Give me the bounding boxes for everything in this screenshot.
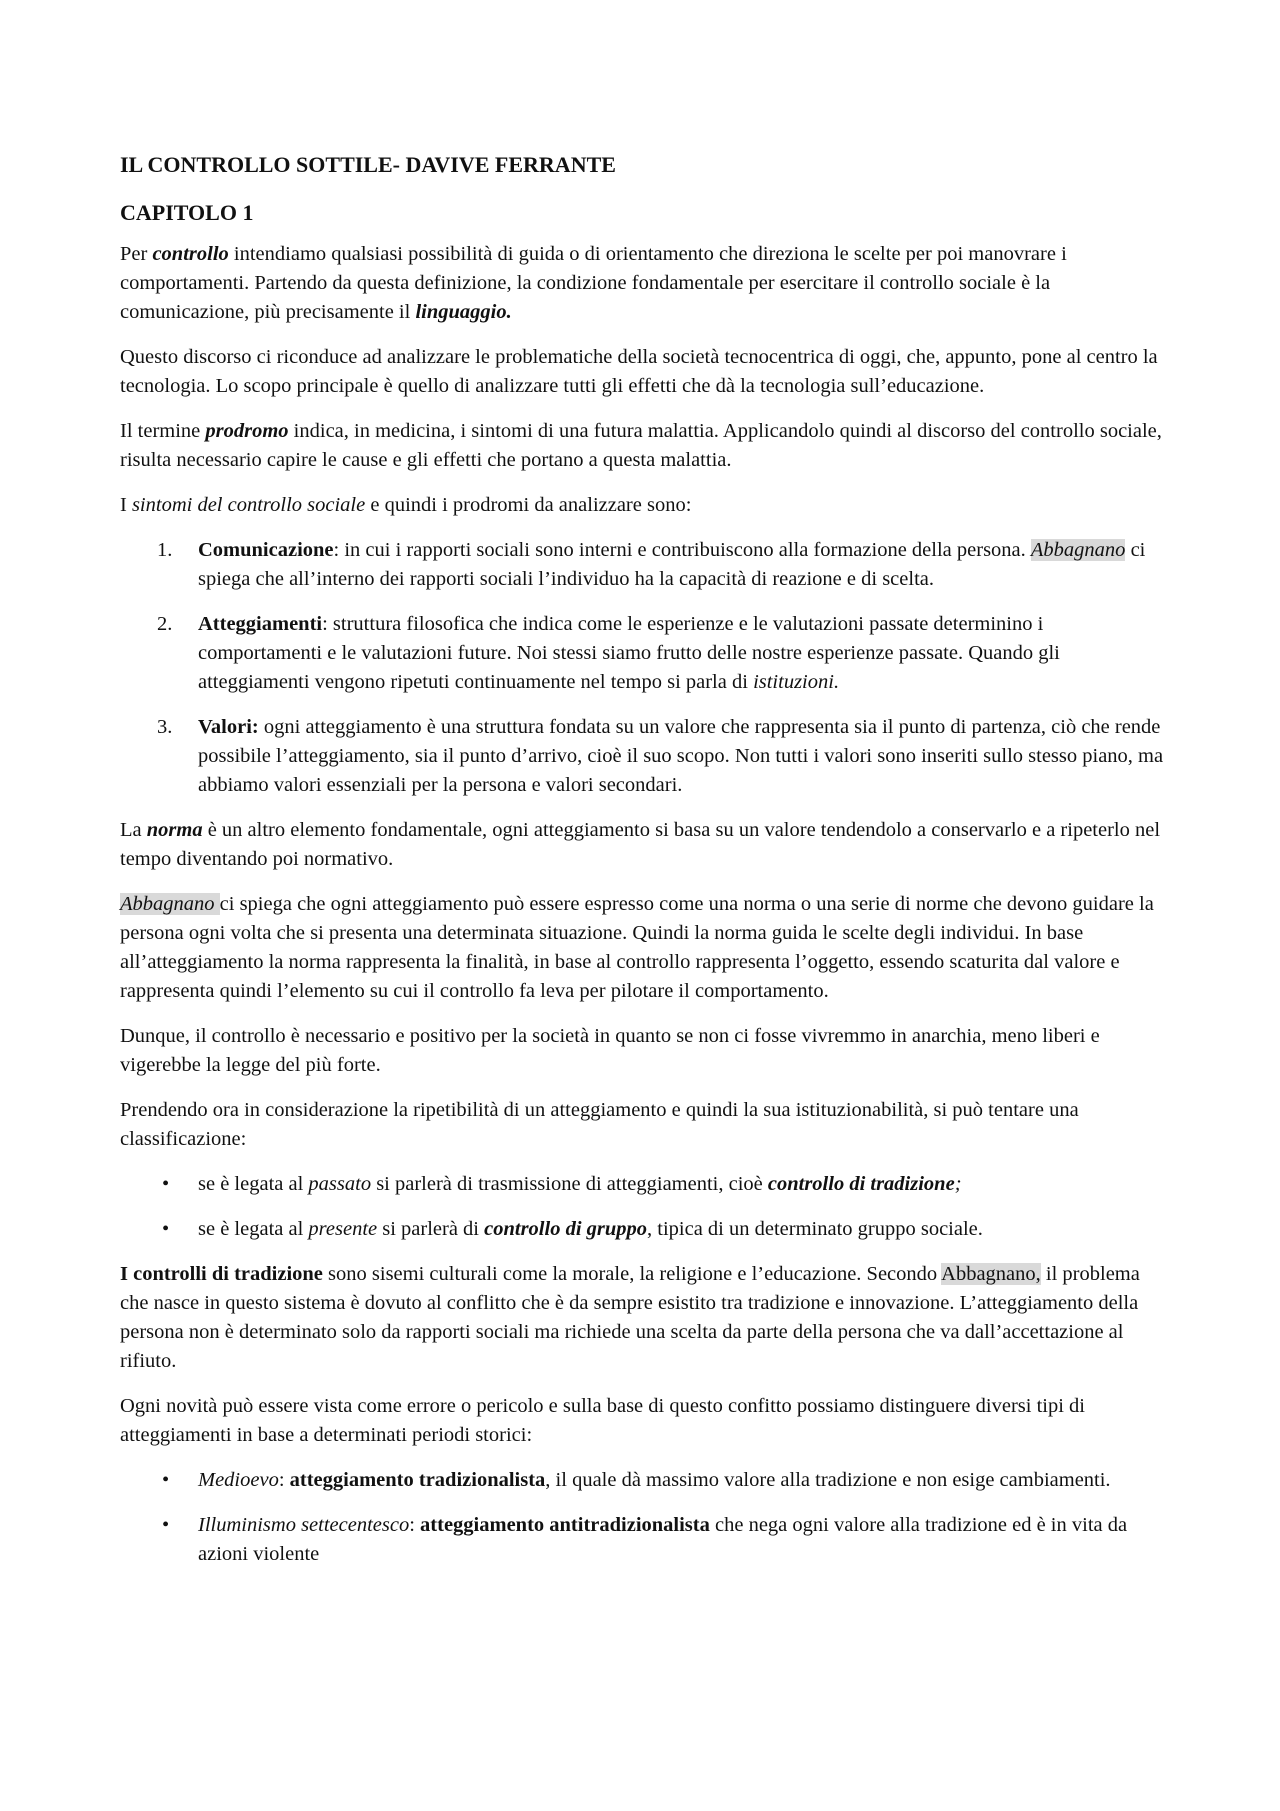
paragraph-dunque: Dunque, il controllo è necessario e positivo per la società in quanto se non ci fosse vivremmo in anarchia, meno liberi e vigerebbe la legge del più forte.: [120, 1025, 1100, 1076]
numbered-list-sintomi: [120, 536, 1165, 800]
term-comunicazione: Comunicazione: [198, 539, 334, 561]
bullet-icon: •: [162, 1469, 170, 1491]
paragraph-controlli-tradizione: I controlli di tradizione sono sisemi culturali come la morale, la religione e l’educazione. Secondo Abbagnano, il problema che nasce in questo sistema è dovuto al conflitto che è da sempre esistito tra tradizione e innovazione. L’atteggiamento della persona non è determinato solo da rapporti sociali ma richiede una scelta da parte della persona che va dall’accettazione al rifiuto.: [120, 1263, 1140, 1372]
term-linguaggio: linguaggio.: [415, 301, 512, 323]
paragraph-societa-tecnocentrica: Questo discorso ci riconduce ad analizzare le problematiche della società tecnocentrica di oggi, che, appunto, pone al centro la tecnologia. Lo scopo principale è quello di analizzare tutti gli effetti che dà la tecnologia sull’educazione.: [120, 346, 1158, 397]
term-atteggiamenti: Atteggiamenti: [198, 613, 323, 635]
paragraph-controllo: Per controllo intendiamo qualsiasi possibilità di guida o di orientamento che direziona le scelte per poi manovrare i comportamenti. Partendo da questa definizione, la condizione fondamentale per esercitare il controllo sociale è la comunicazione, più precisamente il linguaggio.: [120, 243, 1067, 323]
chapter-heading: CAPITOLO 1: [120, 200, 254, 225]
highlight-abbagnano: Abbagnano,: [941, 1263, 1041, 1285]
bullet-list-classificazione: [120, 1170, 1165, 1244]
highlight-abbagnano: Abbagnano: [120, 893, 220, 915]
term-norma: norma: [146, 819, 203, 841]
bullet-icon: •: [162, 1218, 170, 1240]
paragraph-prodromo: Il termine prodromo indica, in medicina, i sintomi di una futura malattia. Applicandolo quindi al discorso del controllo sociale, risulta necessario capire le cause e gli effetti che portano a questa malattia.: [120, 420, 1162, 471]
list-number: 3.: [157, 716, 173, 738]
highlight-abbagnano: Abbagnano: [1030, 539, 1126, 561]
list-item: 2. Atteggiamenti: struttura filosofica che indica come le esperienze e le valutazioni passate determinino i comportamenti e le valutazioni future. Noi stessi siamo frutto delle nostre esperienze passate. Quando gli atteggiamenti vengono ripetuti continuamente nel tempo si parla di istituzioni.: [120, 610, 1165, 697]
list-number: 1.: [157, 539, 173, 561]
paragraph-abbagnano-norma: Abbagnano ci spiega che ogni atteggiamento può essere espresso come una norma o una serie di norme che devono guidare la persona ogni volta che si presenta una determinata situazione. Quindi la norma guida le scelte degli individui. In base all’atteggiamento la norma rappresenta la finalità, in base al controllo rappresenta l’oggetto, essendo scaturita dal valore e rappresenta quindi l’elemento su cui il controllo fa leva per pilotare il comportamento.: [120, 893, 1154, 1002]
list-item: • Illuminismo settecentesco: atteggiamento antitradizionalista che nega ogni valore alla tradizione ed è in vita da azioni violente: [120, 1511, 1165, 1569]
bullet-icon: •: [162, 1173, 170, 1195]
document-title: IL CONTROLLO SOTTILE- DAVIVE FERRANTE: [120, 152, 616, 177]
bullet-icon: •: [162, 1514, 170, 1536]
list-item: • se è legata al passato si parlerà di trasmissione di atteggiamenti, cioè controllo di tradizione;: [120, 1170, 1165, 1199]
list-item: 1. Comunicazione: in cui i rapporti sociali sono interni e contribuiscono alla formazione della persona. Abbagnano ci spiega che all’interno dei rapporti sociali l’individuo ha la capacità di reazione e di scelta.: [120, 536, 1165, 594]
term-controllo: controllo: [152, 243, 229, 265]
paragraph-sintomi: I sintomi del controllo sociale e quindi i prodromi da analizzare sono:: [120, 494, 692, 516]
term-sintomi: sintomi del controllo sociale: [131, 494, 366, 516]
list-number: 2.: [157, 613, 173, 635]
list-item: • Medioevo: atteggiamento tradizionalista, il quale dà massimo valore alla tradizione e non esige cambiamenti.: [120, 1466, 1165, 1495]
term-istituzioni: istituzioni.: [753, 671, 840, 693]
list-item: • se è legata al presente si parlerà di controllo di gruppo, tipica di un determinato gruppo sociale.: [120, 1215, 1165, 1244]
paragraph-classificazione: Prendendo ora in considerazione la ripetibilità di un atteggiamento e quindi la sua istituzionabilità, si può tentare una classificazione:: [120, 1099, 1079, 1150]
bullet-list-periodi: [120, 1466, 1165, 1569]
term-controllo-tradizione: controllo di tradizione: [767, 1173, 955, 1195]
term-prodromo: prodromo: [205, 420, 289, 442]
paragraph-novita: Ogni novità può essere vista come errore o pericolo e sulla base di questo confitto possiamo distinguere diversi tipi di atteggiamenti in base a determinati periodi storici:: [120, 1395, 1085, 1446]
paragraph-norma: La norma è un altro elemento fondamentale, ogni atteggiamento si basa su un valore tendendolo a conservarlo e a ripeterlo nel tempo diventando poi normativo.: [120, 819, 1161, 870]
document-page: [120, 150, 1165, 1585]
term-controlli-tradizione: I controlli di tradizione: [120, 1263, 323, 1285]
term-controllo-gruppo: controllo di gruppo: [484, 1218, 648, 1240]
term-valori: Valori:: [198, 716, 259, 738]
list-item: 3. Valori: ogni atteggiamento è una struttura fondata su un valore che rappresenta sia il punto di partenza, ciò che rende possibile l’atteggiamento, sia il punto d’arrivo, cioè il suo scopo. Non tutti i valori sono inseriti sullo stesso piano, ma abbiamo valori essenziali per la persona e valori secondari.: [120, 713, 1165, 800]
